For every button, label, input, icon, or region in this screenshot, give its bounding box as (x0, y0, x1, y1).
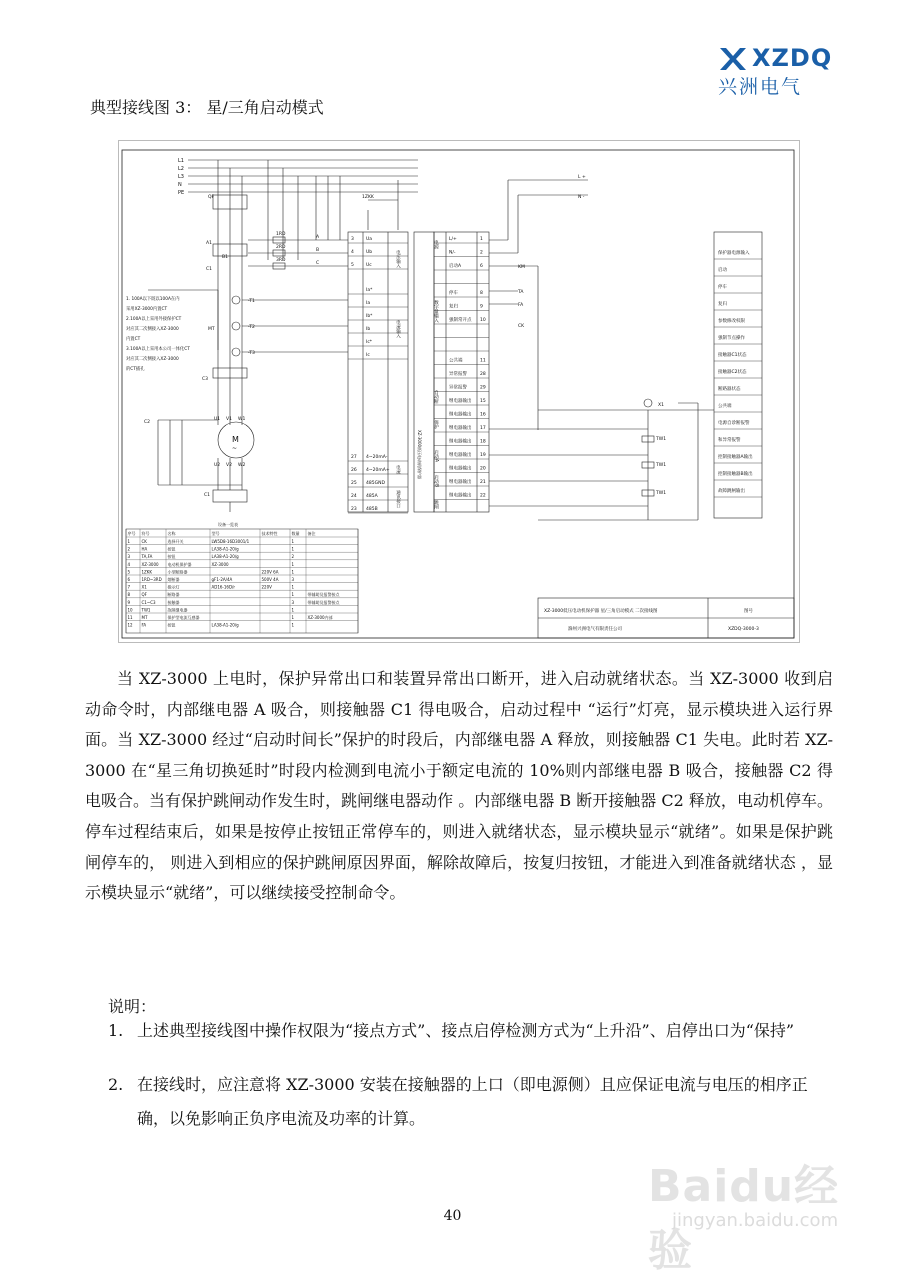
note-number-2: 2. (108, 1075, 124, 1094)
equipment-table-cell: 1 (291, 584, 295, 590)
ct-note-line: 的CT插孔 (126, 367, 145, 372)
equipment-table-cell: 带辅助及报警接点 (307, 599, 340, 605)
left-terminal-name: 485A (366, 494, 378, 499)
watermark-logo: Baidu经验 (648, 1161, 840, 1276)
equipment-table-cell: LA38-A1-20/g (211, 622, 239, 628)
bus-label: L1 (178, 158, 184, 164)
svg-text:V1: V1 (226, 417, 232, 422)
equipment-table-cell: LA38-A1-20/g (211, 546, 239, 552)
left-terminal-number: 24 (351, 494, 357, 499)
figure-title: 典型接线图 3： 星/三角启动模式 (90, 98, 324, 117)
ct-note-line: 内置CT (126, 337, 141, 342)
equipment-table-cell: 1 (291, 607, 295, 613)
left-terminal-number: 26 (351, 468, 357, 473)
left-terminal-number: 3 (351, 237, 354, 242)
left-terminal-name: Ia (366, 301, 371, 306)
equipment-table-cell: 1ZKK (141, 569, 153, 575)
ct-note-line: 对应其二次侧接入XZ-3000 (126, 357, 179, 362)
function-label: 参数修改权限 (718, 319, 745, 324)
equipment-table-cell: 500V 4A (261, 577, 279, 582)
right-group-label: 自动断 (433, 390, 439, 404)
function-label: 接触器C1状态 (718, 353, 747, 358)
equipment-table-cell: MT (141, 615, 148, 620)
right-terminal-number: 8 (480, 291, 483, 296)
equipment-table-cell: LW5D8-16D3001/1 (211, 539, 250, 544)
ct-note-line: 1. 100A以下既以100A在内 (126, 297, 180, 302)
description-paragraph (85, 664, 833, 909)
equipment-table-cell: 2 (127, 546, 131, 552)
right-group-label: 启动B (433, 475, 439, 488)
equipment-table-cell: XZ-3000 (141, 561, 159, 567)
left-group-label: 电压输入 (395, 250, 401, 268)
svg-text:W2: W2 (238, 463, 246, 468)
function-label: 复归 (718, 302, 727, 307)
right-group-label: 保护 (433, 420, 439, 429)
svg-text:X1: X1 (658, 403, 664, 408)
watermark-url: jingyan.baidu.com (672, 1210, 839, 1231)
equipment-table-cell: 6 (127, 577, 131, 582)
svg-text:N -: N - (578, 195, 585, 200)
function-label: 电源自诊断报警 (718, 421, 750, 426)
right-terminal-number: 21 (480, 480, 486, 485)
right-terminal-number: 20 (480, 466, 486, 472)
equipment-table-cell: QF (141, 592, 147, 598)
right-terminal-name: 继电器输出 (449, 426, 472, 431)
company-logo (718, 44, 858, 96)
function-label: 和异常报警 (718, 438, 741, 443)
equipment-table-cell: TA,FA (141, 554, 153, 560)
ct-note-line: 3.100A以上采用本公司一体化CT (126, 347, 190, 352)
svg-text:TW1: TW1 (656, 491, 667, 496)
xzdq-logo-icon (718, 46, 748, 72)
right-terminal-name: 继电器输出 (449, 439, 472, 445)
logo-text-cn: 兴洲电气 (718, 76, 803, 98)
title-block-drawing-no: XZDQ-3000-3 (728, 627, 759, 632)
right-terminal-number: 29 (480, 385, 486, 391)
equipment-table-cell: 熔断器 (167, 577, 180, 582)
equipment-table-cell: 故障继电器 (167, 607, 188, 613)
equipment-table-cell: 3 (291, 599, 295, 605)
bus-label: L3 (178, 174, 184, 180)
equipment-table-cell: 10 (127, 607, 133, 613)
function-label: 停车 (718, 285, 727, 290)
equipment-table-cell: 1 (291, 561, 295, 567)
equipment-table-cell: 1 (291, 539, 295, 544)
svg-text:B1: B1 (222, 255, 228, 260)
right-terminal-name: 继电器输出 (449, 493, 472, 499)
note-item-2 (108, 1068, 838, 1136)
svg-text:C2: C2 (144, 420, 151, 425)
left-terminal-number: 4 (351, 250, 354, 255)
equipment-table-cell: 按钮 (167, 546, 176, 552)
function-label: 控制接触器A输出 (718, 455, 753, 460)
right-terminal-name: 继电器输出 (449, 453, 472, 458)
right-terminal-number: 10 (480, 318, 486, 323)
equipment-table-cell: 9 (127, 599, 131, 605)
equipment-table-cell: gF1-2A/4A (211, 577, 233, 582)
device-vertical-label: XZ-3000低压电动机保护器 (417, 430, 422, 480)
equipment-table-cell: C1~C3 (141, 599, 156, 605)
watermark (648, 1150, 868, 1276)
svg-text:C1: C1 (204, 493, 211, 498)
svg-text:QF: QF (208, 195, 215, 200)
equipment-table-cell: 1 (291, 615, 295, 620)
right-terminal-number: 17 (480, 426, 486, 431)
svg-text:3RD: 3RD (276, 258, 286, 263)
equipment-table-cell: 1 (291, 569, 295, 575)
equipment-table-cell: XZ-3000 (211, 561, 229, 567)
note-number-1: 1. (108, 1021, 124, 1040)
svg-text:TW1: TW1 (656, 463, 667, 468)
svg-text:B: B (316, 248, 320, 253)
svg-text:TW1: TW1 (656, 437, 667, 442)
equipment-table-cell: 4 (127, 561, 131, 567)
right-terminal-name: 复归 (449, 304, 458, 310)
svg-text:U2: U2 (214, 463, 221, 468)
right-terminal-name: 异常报警 (449, 385, 467, 391)
note-item-1 (108, 1018, 838, 1044)
svg-text:FA: FA (518, 303, 524, 308)
equipment-table-cell: 电动机保护器 (167, 561, 192, 567)
equipment-table-cell: 1RD~3RD (141, 577, 162, 582)
svg-text:-T1: -T1 (248, 299, 255, 304)
svg-text:CK: CK (518, 324, 525, 329)
right-group-label: 跳闸 (433, 500, 439, 509)
wiring-diagram (118, 140, 800, 643)
equipment-table-cell: 1 (127, 539, 131, 544)
function-label: 断路器状态 (718, 387, 741, 392)
function-label: 保护器电源输入 (718, 251, 750, 256)
bus-label: N (178, 182, 182, 188)
svg-text:-T3: -T3 (248, 351, 255, 356)
right-terminal-name: 强制常开点 (449, 318, 472, 323)
title-block-drawing-no-label: 图号 (744, 609, 753, 614)
svg-text:1ZKK: 1ZKK (362, 195, 374, 200)
right-terminal-name: 停车 (449, 291, 458, 296)
page-number: 40 (443, 1208, 462, 1224)
right-group-label: 电源 (433, 240, 439, 249)
equipment-table-cell: 小型断路器 (167, 569, 188, 575)
left-terminal-name: Uc (366, 263, 372, 268)
right-terminal-name: 公共端 (449, 358, 463, 364)
right-terminal-number: 18 (480, 439, 486, 445)
right-terminal-number: 11 (480, 358, 486, 364)
equipment-table-cell: XZ-3000内部 (307, 615, 333, 620)
right-terminal-name: 异常报警 (449, 372, 467, 377)
equipment-table-cell: 断路器 (167, 592, 180, 598)
notes-heading: 说明： (108, 997, 157, 1016)
left-terminal-name: Ua (366, 237, 373, 242)
equipment-table-cell: X1 (141, 584, 147, 590)
svg-text:-T2: -T2 (248, 325, 255, 330)
right-group-label: 数字量输入 (433, 300, 439, 323)
equipment-table-cell: HA (141, 546, 148, 552)
equipment-table-title: 设备一览表 (218, 522, 238, 527)
paragraph-text: 当 XZ-3000 上电时，保护异常出口和装置异常出口断开，进入启动就绪状态。当 XZ-3000 收到启动命令时，内部继电器 A 吸合，则接触器 C1 得电吸合，启动过程中 “运行”灯亮，显示模块进入运行界面。当 XZ-3000 经过“启动时间长”保护的时段后，内部继电器 A 释放，则接触器 C1 失电。此时若 XZ-3000 在“星三角切换延时”时段内检测到电流小于额定电流的 10%则内部继电器 B 吸合，接触器 C2 得电吸合。当有保护跳闸动作发生时，跳闸继电器动作 。内部继电器 B 断开接触器 C2 释放，电动机停车。停车过程结束后，如果是按停止按钮正常停车的，则进入就绪状态，显示模块显示“就绪”。如果是保护跳闸停车的， 则进入到相应的保护跳闸原因界面，解除故障后，按复归按钮，才能进入到准备就绪状态 ，显示模块显示“就绪”，可以继续接受控制命令。 (85, 669, 833, 903)
equipment-table-cell: 3 (127, 554, 131, 560)
left-terminal-name: 4~20mA- (366, 455, 388, 460)
equipment-table-cell: 1 (291, 546, 295, 552)
function-label: 公共端 (718, 404, 732, 409)
left-group-label: 通讯接口 (395, 490, 401, 508)
equipment-table-cell: 220V 6A (261, 569, 279, 575)
equipment-table-cell: 8 (127, 592, 131, 598)
left-terminal-number: 5 (351, 263, 354, 268)
function-label: 强制节点操作 (718, 336, 745, 341)
equipment-table-cell: 7 (127, 584, 131, 590)
function-label: 接触器C2状态 (718, 370, 747, 375)
svg-text:M: M (232, 435, 239, 444)
equipment-table-cell: LA38-A1-20/g (211, 554, 239, 560)
left-terminal-number: 25 (351, 481, 357, 486)
bus-label: L2 (178, 166, 184, 172)
left-terminal-name: 4~20mA+ (366, 468, 390, 473)
svg-text:1RD: 1RD (276, 232, 286, 237)
svg-text:C3: C3 (202, 377, 209, 382)
right-terminal-number: 15 (480, 399, 486, 404)
bus-label: PE (178, 190, 185, 196)
right-terminal-number: 19 (480, 453, 486, 458)
svg-text:W1: W1 (238, 417, 246, 422)
left-group-label: 电流 (395, 465, 401, 474)
svg-text:A1: A1 (206, 241, 212, 246)
right-group-label: 启动A (433, 450, 439, 463)
equipment-table-cell: 3 (291, 577, 295, 582)
equipment-table-cell: 按钮 (167, 622, 176, 628)
right-terminal-number: 1 (480, 237, 483, 242)
svg-text:V2: V2 (226, 463, 232, 468)
logo-text-en: XZDQ (752, 44, 833, 72)
left-terminal-name: 485GND (366, 481, 385, 486)
left-group-label: 电流输入 (395, 320, 401, 338)
right-terminal-number: 6 (480, 264, 483, 269)
right-terminal-name: 启动A (449, 264, 462, 269)
svg-text:KM: KM (518, 265, 525, 270)
right-terminal-number: 16 (480, 412, 486, 418)
equipment-table-cell: 按钮 (167, 554, 176, 560)
left-terminal-name: Ia* (366, 288, 373, 293)
svg-text:C1: C1 (206, 267, 213, 272)
ct-note-line: 2.100A以上采用外接保护CT (126, 317, 182, 322)
equipment-table-cell: FA (141, 622, 147, 628)
equipment-table-cell: 12 (127, 622, 133, 628)
svg-text:MT: MT (208, 327, 215, 332)
equipment-table-cell: 带辅助及报警接点 (307, 592, 340, 598)
function-label: 启动 (718, 268, 727, 273)
right-terminal-number: 9 (480, 304, 483, 310)
equipment-table-header: 数量 (291, 531, 300, 536)
svg-text:C: C (316, 261, 320, 266)
left-terminal-name: 485B (366, 507, 378, 512)
svg-text:TA: TA (518, 290, 524, 295)
equipment-table-cell: 指示灯 (167, 584, 180, 590)
equipment-table-cell: 接触器 (167, 599, 180, 605)
svg-text:2RD: 2RD (276, 245, 286, 250)
equipment-table-cell: 1 (291, 592, 295, 598)
right-terminal-number: 22 (480, 493, 486, 499)
ct-note-line: 采用XZ-3000内置CT (126, 307, 168, 312)
svg-text:L +: L + (578, 175, 586, 180)
equipment-table-cell: 选择开关 (167, 539, 184, 544)
equipment-table-cell: 220V (261, 584, 272, 590)
svg-text:U1: U1 (214, 417, 221, 422)
equipment-table-header: 型号 (211, 531, 220, 536)
equipment-table-cell: AD16-16D/r (211, 584, 236, 590)
function-label: 控制接触器B输出 (718, 472, 753, 477)
equipment-table-cell: CK (141, 539, 147, 544)
equipment-table-cell: 1 (291, 622, 295, 628)
equipment-table-header: 名称 (167, 531, 176, 536)
svg-text:~: ~ (232, 445, 238, 452)
function-label: 故障跳闸输出 (718, 489, 745, 494)
right-terminal-name: 继电器输出 (449, 466, 472, 472)
ct-note-line: 对应其二次侧接入XZ-3000 (126, 327, 179, 332)
equipment-table-cell: 5 (127, 569, 131, 575)
left-terminal-name: Ib* (366, 314, 373, 319)
equipment-table-cell: 保护型电流互感器 (167, 615, 200, 620)
right-terminal-name: L/+ (449, 237, 457, 242)
left-terminal-name: Ic* (366, 340, 373, 345)
equipment-table-cell: 11 (127, 615, 133, 620)
note-text-1: 上述典型接线图中操作权限为“接点方式”、接点启停检测方式为“上升沿”、启停出口为“保持” (137, 1021, 795, 1040)
equipment-table-header: 技术特性 (261, 531, 278, 536)
svg-text:A: A (316, 235, 320, 240)
equipment-table-cell: 2 (291, 554, 295, 560)
title-block-company: 滁州兴洲电气有限责任公司 (568, 627, 622, 632)
right-terminal-number: 28 (480, 372, 486, 377)
equipment-table-header: 符号 (141, 531, 150, 536)
right-terminal-name: 继电器输出 (449, 412, 472, 418)
left-terminal-name: Ib (366, 327, 371, 332)
equipment-table-cell: TW1 (141, 607, 151, 613)
left-terminal-number: 23 (351, 507, 357, 512)
equipment-table-header: 备注 (307, 531, 316, 536)
title-block-name: XZ-3000低压电动机保护器 星/三角启动模式 二次接线图 (544, 609, 658, 614)
right-terminal-name: N/- (449, 250, 456, 256)
right-terminal-name: 继电器输出 (449, 480, 472, 485)
left-terminal-name: Ub (366, 250, 373, 255)
note-text-2: 在接线时，应注意将 XZ-3000 安装在接触器的上口（即电源侧）且应保证电流与电压的相序正确，以免影响正负序电流及功率的计算。 (137, 1075, 808, 1128)
equipment-table-header: 序号 (127, 531, 136, 536)
left-terminal-name: Ic (366, 353, 370, 358)
right-terminal-name: 继电器输出 (449, 399, 472, 404)
left-terminal-number: 27 (351, 455, 357, 460)
right-terminal-number: 2 (480, 250, 483, 256)
